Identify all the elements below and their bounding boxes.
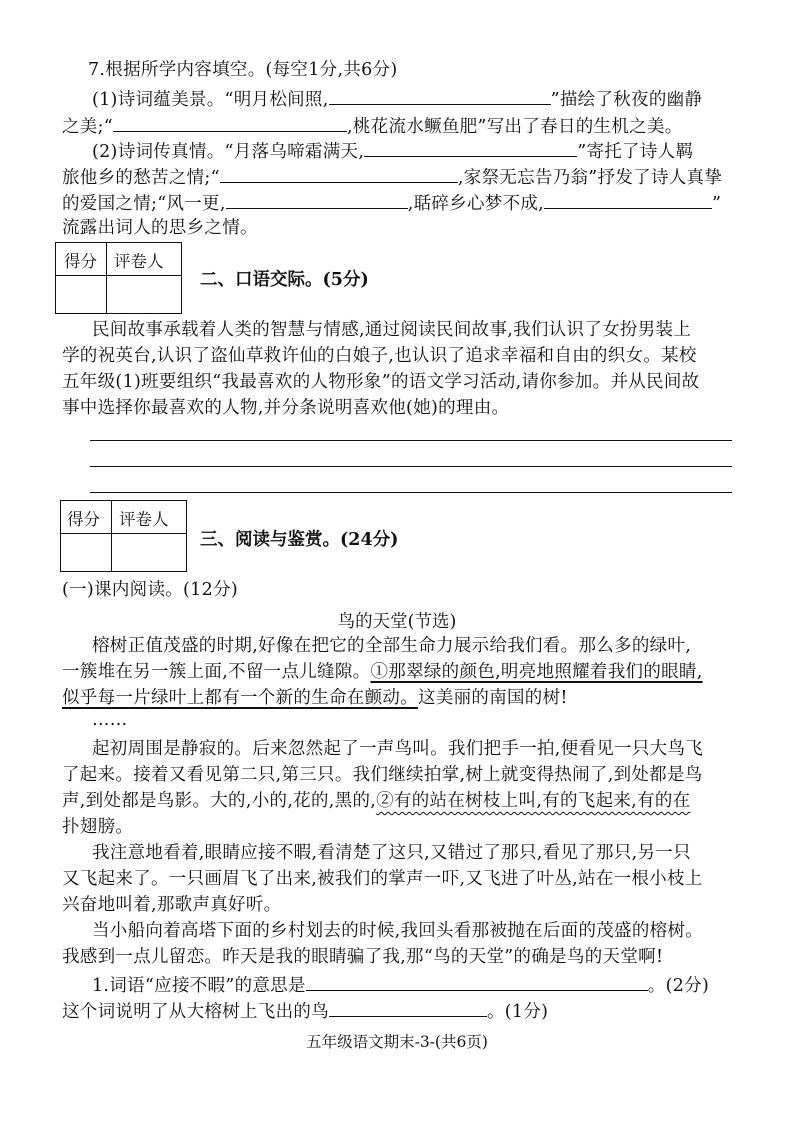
writing-line-2[interactable] <box>90 466 732 467</box>
answer-blank-6[interactable] <box>544 190 712 209</box>
passage-p1-line2: 一簇堆在另一簇上面,不留一点儿缝隙。①那翠绿的颜色,明亮地照耀着我们的眼睛, <box>62 662 703 682</box>
answer-blank-q1a[interactable] <box>306 972 648 991</box>
answer-blank-1[interactable] <box>329 86 551 105</box>
grader-label: 评卷人 <box>114 252 164 271</box>
subsection-title: (一)课内阅读。(12分) <box>62 580 238 600</box>
passage-p3-line1: 我注意地看着,眼睛应接不暇,看清楚了这只,又错过了那只,看见了那只,另一只 <box>92 843 691 863</box>
passage-p4-line2: 我感到一点儿留恋。昨天是我的眼睛骗了我,那“鸟的天堂”的确是鸟的天堂啊! <box>62 947 664 967</box>
answer-blank-3[interactable] <box>364 138 577 157</box>
section2-para-line1: 民间故事承载着人类的智慧与情感,通过阅读民间故事,我们认识了女扮男装上 <box>92 320 692 340</box>
passage-ellipsis: …… <box>92 710 128 730</box>
q7-p2-line2: 旅他乡的愁苦之情;“ ,家祭无忘告乃翁”抒发了诗人真挚 <box>62 164 752 190</box>
section3-title: 三、阅读与鉴赏。(24分) <box>200 530 399 550</box>
page-footer: 五年级语文期末-3-(共6页) <box>306 1033 488 1051</box>
passage-p1-line1: 榕树正值茂盛的时期,好像在把它的全部生命力展示给我们看。那么多的绿叶, <box>92 636 692 656</box>
passage-p3-line3: 兴奋地叫着,那歌声真好听。 <box>62 895 282 915</box>
question1-line1: 1.词语“应接不暇”的意思是 。(2分) <box>92 972 782 998</box>
writing-line-3[interactable] <box>90 492 732 493</box>
answer-blank-2[interactable] <box>113 113 347 132</box>
section2-para-line4: 事中选择你最喜欢的人物,并分条说明喜欢他(她)的理由。 <box>62 398 510 418</box>
wavy-underlined-sentence-2: ②有的站在树枝上叫,有的飞起来,有的在 <box>376 791 691 811</box>
q7-p2-line4: 流露出词人的思乡之情。 <box>62 218 258 238</box>
answer-blank-5[interactable] <box>226 190 408 209</box>
score-label: 得分 <box>64 252 97 271</box>
passage-p2-line3: 声,到处都是鸟影。大的,小的,花的,黑的,②有的站在树枝上叫,有的飞起来,有的在 <box>62 791 691 811</box>
section2-para-line3: 五年级(1)班要组织“我最喜欢的人物形象”的语文学习活动,请你参加。并从民间故 <box>62 372 700 392</box>
passage-p2-line2: 了起来。接着又看见第二只,第三只。我们继续拍掌,树上就变得热闹了,到处都是鸟 <box>62 765 703 785</box>
passage-p3-line2: 又飞起来了。一只画眉飞了出来,被我们的掌声一吓,又飞进了叶丛,站在一根小枝上 <box>62 869 703 889</box>
section2-para-line2: 学的祝英台,认识了盗仙草救许仙的白娘子,也认识了追求幸福和自由的织女。某校 <box>62 346 697 366</box>
score-box-section3 <box>60 500 187 572</box>
score-label: 得分 <box>67 510 100 529</box>
q7-intro: 7.根据所学内容填空。(每空1分,共6分) <box>88 60 398 80</box>
answer-blank-q1b[interactable] <box>329 998 487 1017</box>
passage-p2-line4: 扑翅膀。 <box>62 817 134 837</box>
underlined-sentence-1: ①那翠绿的颜色,明亮地照耀着我们的眼睛, <box>370 662 703 682</box>
passage-p2-line1: 起初周围是静寂的。后来忽然起了一声鸟叫。我们把手一拍,便看见一只大鸟飞 <box>92 739 704 759</box>
writing-line-1[interactable] <box>90 440 732 441</box>
score-box-section2 <box>55 242 182 314</box>
grader-label: 评卷人 <box>119 510 169 529</box>
passage-p4-line1: 当小船向着高塔下面的乡村划去的时候,我回头看那被抛在后面的茂盛的榕树。 <box>92 921 704 941</box>
section2-title: 二、口语交际。(5分) <box>200 270 369 290</box>
passage-title: 鸟的天堂(节选) <box>337 612 457 632</box>
q7-p1-line2: 之美;“ ,桃花流水鳜鱼肥”写出了春日的生机之美。 <box>62 113 752 139</box>
answer-blank-4[interactable] <box>220 164 458 183</box>
passage-p1-line3: 似乎每一片绿叶上都有一个新的生命在颤动。这美丽的南国的树! <box>62 688 568 708</box>
q7-p2-line1: (2)诗词传真情。“月落乌啼霜满天, ”寄托了诗人羁 <box>92 138 782 164</box>
question1-line2: 这个词说明了从大榕树上飞出的鸟 。(1分) <box>62 998 752 1024</box>
q7-p2-line3: 的爱国之情;“风一更, ,聒碎乡心梦不成, ” <box>62 190 752 216</box>
q7-p1-line1: (1)诗词蕴美景。“明月松间照, ”描绘了秋夜的幽静 <box>92 86 782 112</box>
underlined-sentence-1-cont: 似乎每一片绿叶上都有一个新的生命在颤动。 <box>62 688 418 708</box>
